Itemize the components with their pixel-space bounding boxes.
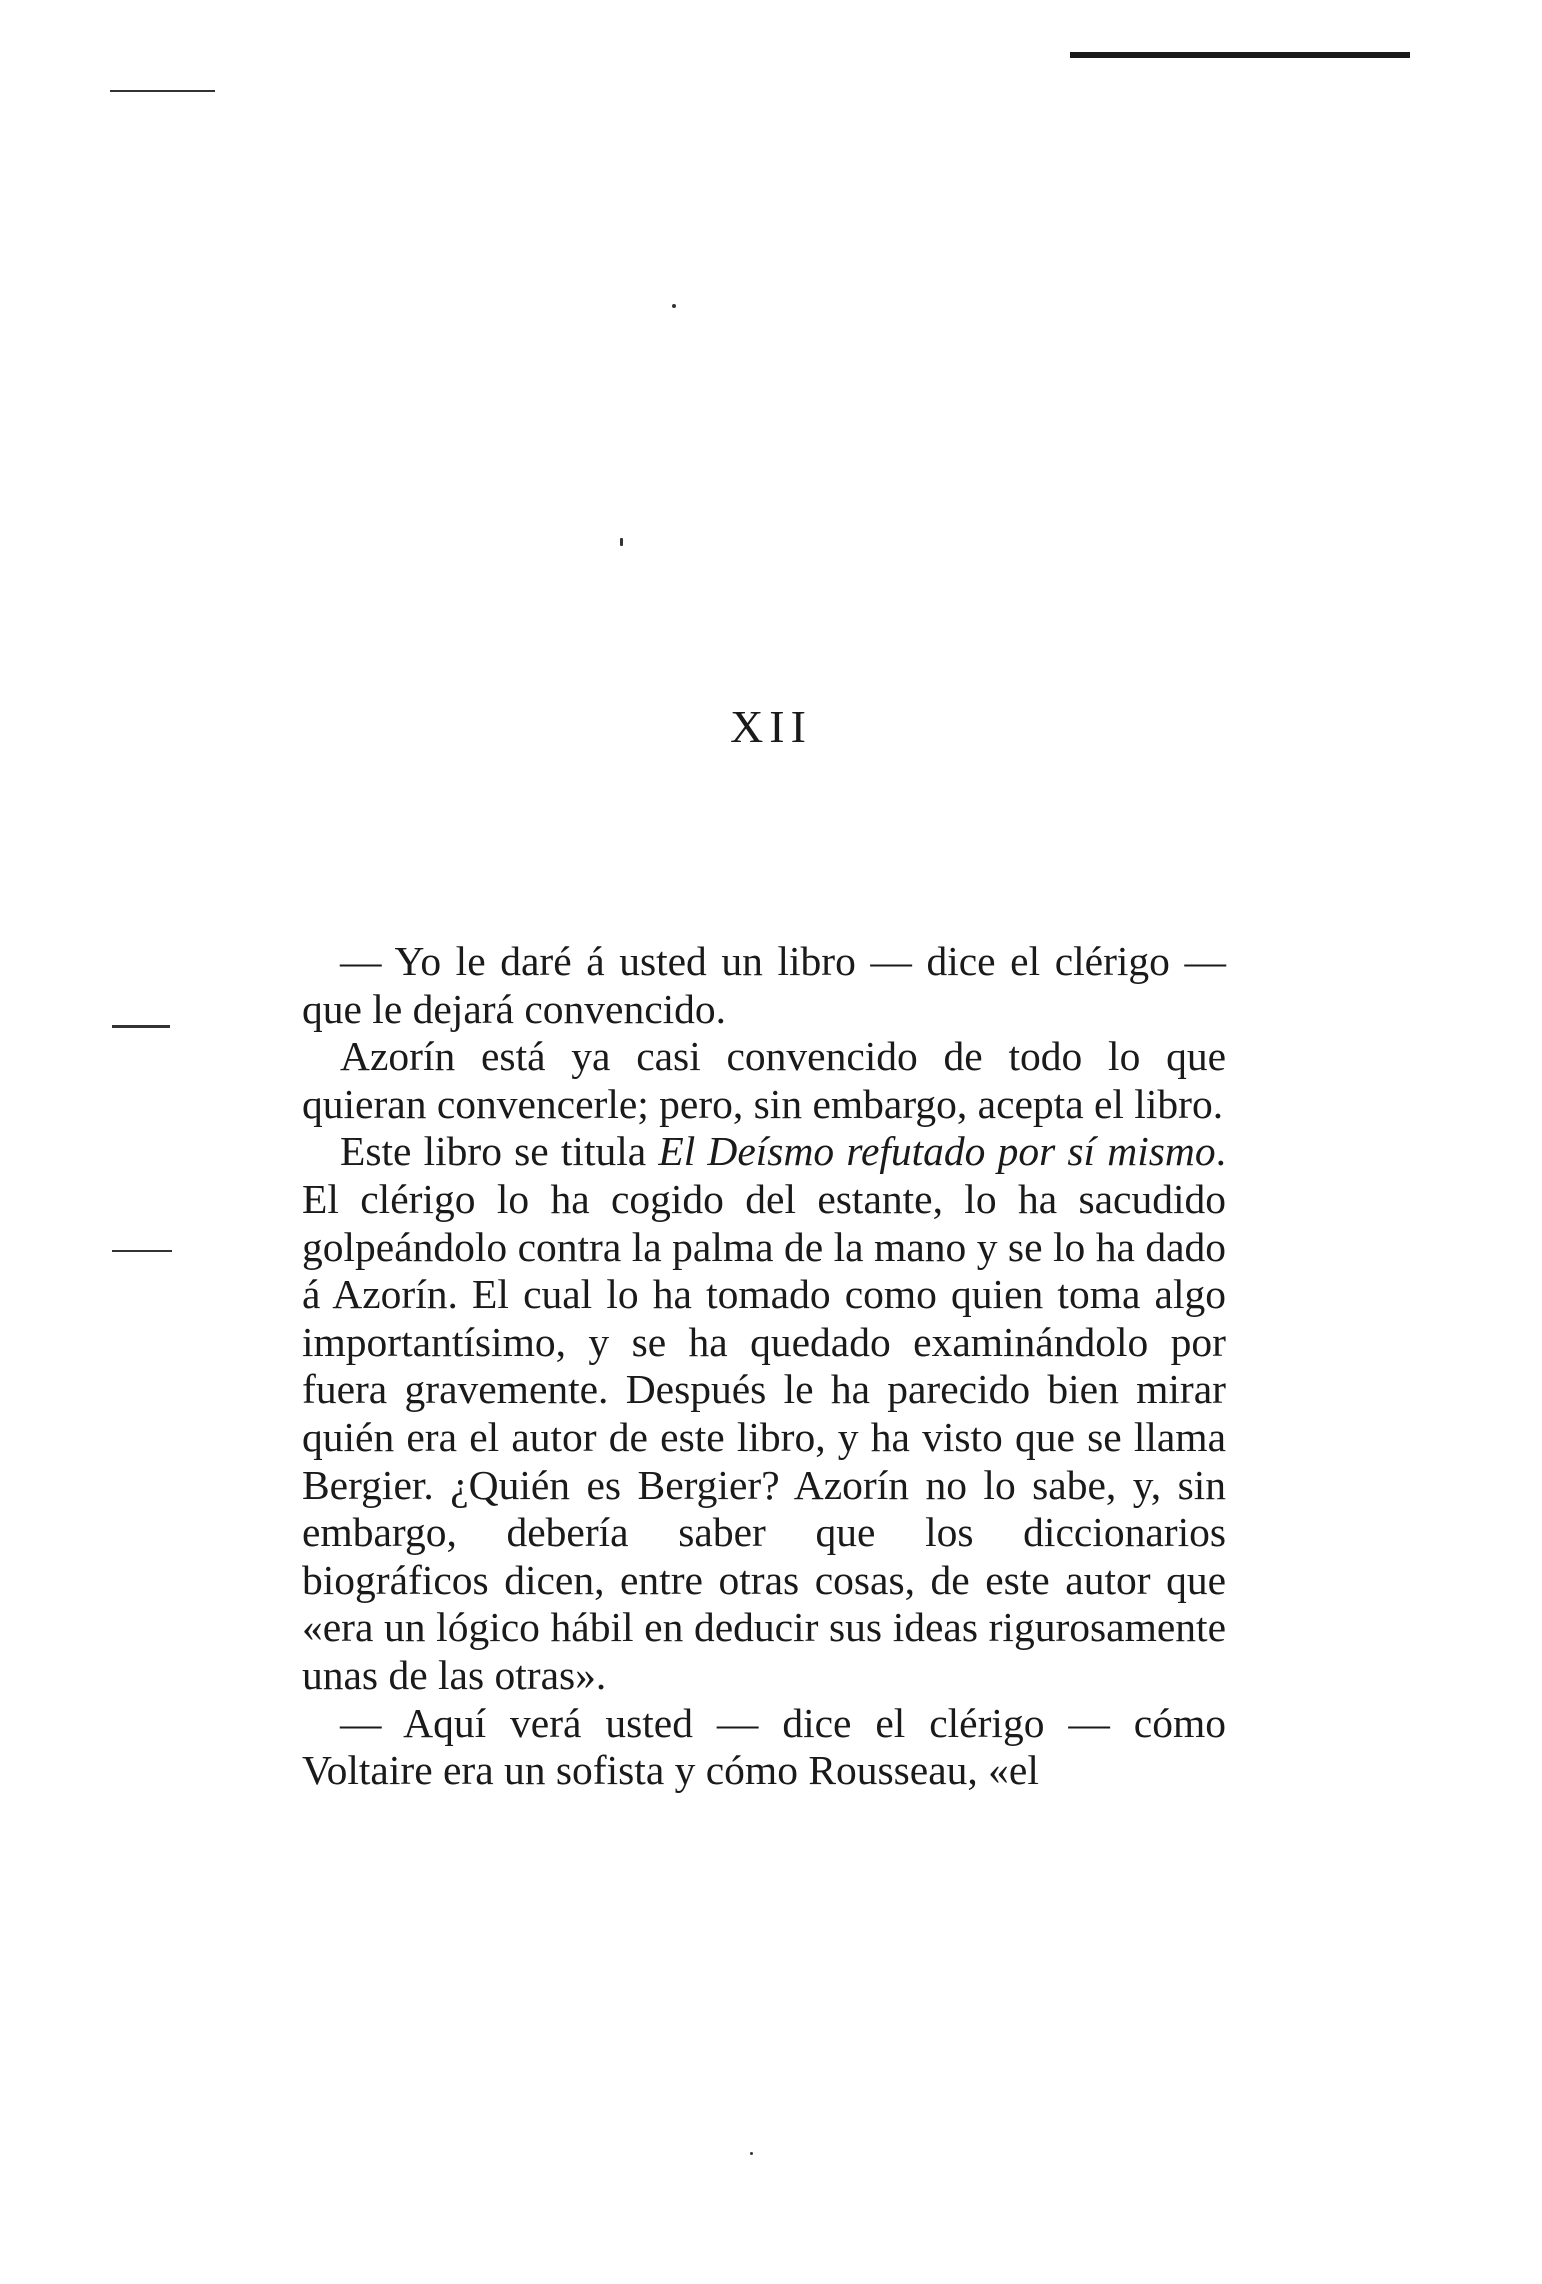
body-text xyxy=(302,938,1226,1795)
book-title: El Deísmo refutado por sí mismo xyxy=(658,1128,1216,1175)
paragraph-4: — Aquí verá usted — dice el clérigo — cómo Voltaire era un sofista y cómo Rousseau, «el xyxy=(302,1699,1226,1794)
top-rule-left xyxy=(110,90,215,92)
ink-speck xyxy=(750,2152,753,2155)
ink-speck xyxy=(620,538,623,546)
ink-speck xyxy=(672,304,676,308)
margin-mark xyxy=(112,1025,170,1028)
paragraph-2: Azorín está ya casi convencido de todo lo que quieran convencerle; pero, sin embargo, acepta el libro. xyxy=(302,1033,1226,1127)
margin-mark xyxy=(112,1250,172,1252)
paragraph-3-after: . El clérigo lo ha cogido del estante, lo ha sacudido golpeándolo contra la palma de la mano y se lo ha dado á Azorín. El cual lo ha tomado como quien toma algo importantísimo, y se ha quedado examinándolo por fuera gravemente. Después le ha parecido bien mirar quién era el autor de este libro, y ha visto que se llama Bergier. ¿Quién es Bergier? Azorín no lo sabe, y, sin embargo, debería saber que los diccionarios biográficos dicen, entre otras cosas, de este autor que «era un lógico hábil en deducir sus ideas rigurosamente unas de las otras». xyxy=(302,1128,1226,1698)
top-rule-right xyxy=(1070,52,1410,58)
chapter-heading: XII xyxy=(730,701,812,752)
paragraph-1: — Yo le daré á usted un libro — dice el clérigo — que le dejará convencido. xyxy=(302,938,1226,1032)
paragraph-3-before: Este libro se titula xyxy=(340,1128,659,1175)
paragraph-3 xyxy=(302,1128,1226,1699)
